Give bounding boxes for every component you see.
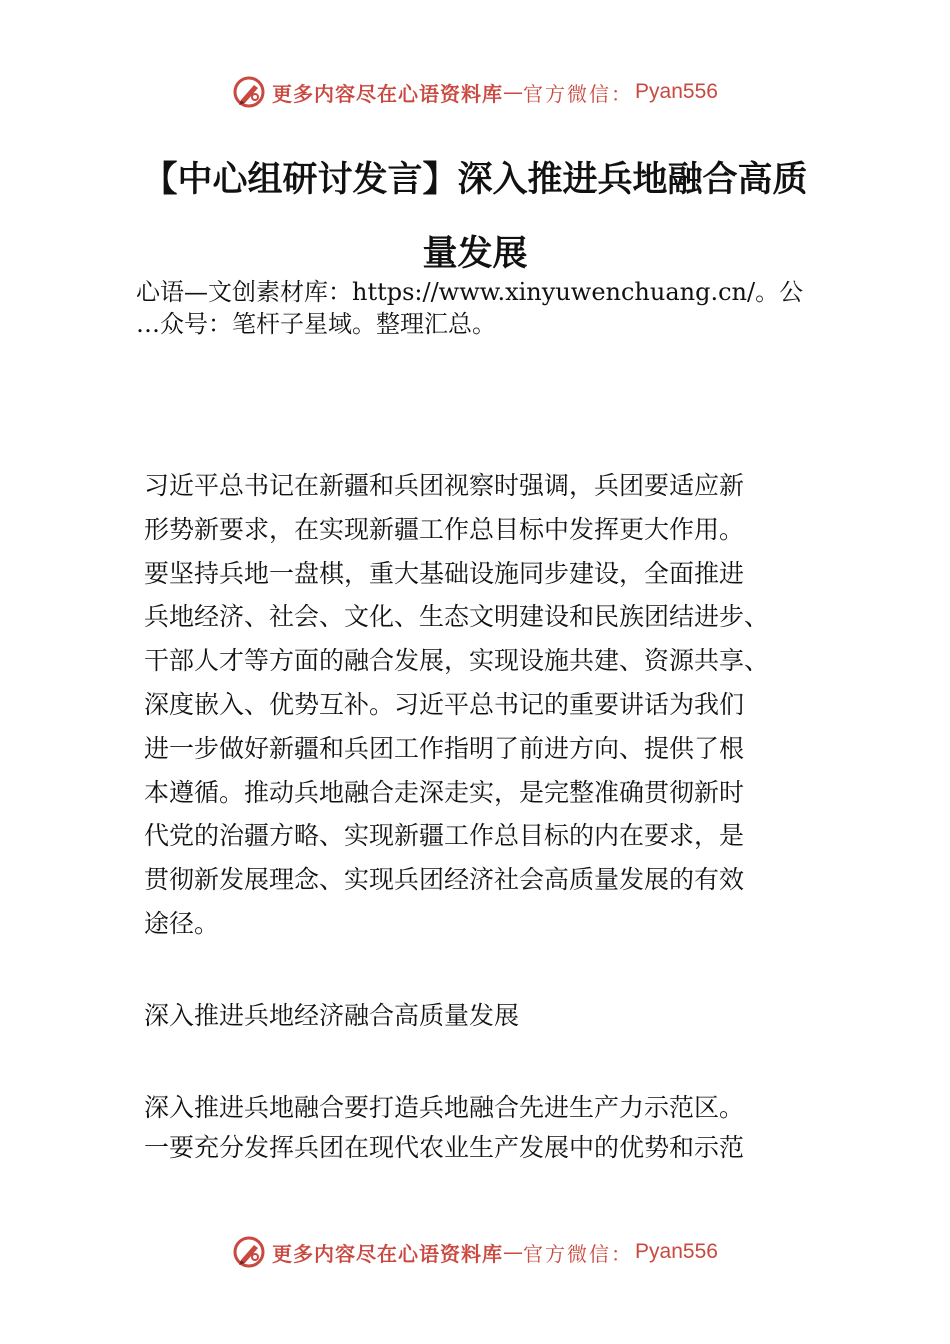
watermark-banner-bottom xyxy=(0,1232,950,1272)
paragraph-line: 干部人才等方面的融合发展，实现设施共建、资源共享、 xyxy=(144,646,770,676)
watermark-main-text: 更多内容尽在心语资料库 xyxy=(272,81,504,106)
paragraph-line: 进一步做好新疆和兵团工作指明了前进方向、提供了根 xyxy=(144,733,745,763)
pen-logo-icon xyxy=(232,75,266,109)
watermark-wechat-id: Pyan556 xyxy=(635,80,718,103)
paragraph-line: 代党的治疆方略、实现新疆工作总目标的内在要求，是 xyxy=(144,821,745,851)
watermark-separator: — xyxy=(503,1240,524,1264)
paragraph-line: 本遵循。推动兵地融合走深走实，是完整准确贯彻新时 xyxy=(144,777,745,807)
watermark-separator: — xyxy=(503,80,524,104)
paragraph-line: 贯彻新发展理念、实现兵团经济社会高质量发展的有效 xyxy=(144,865,745,895)
paragraph-line: 一要充分发挥兵团在现代农业生产发展中的优势和示范 xyxy=(144,1133,745,1162)
watermark-label: 官方微信： xyxy=(523,1241,634,1266)
source-note-line2: …众号：笔杆子星域。整理汇总。 xyxy=(136,310,496,338)
pen-logo-icon xyxy=(232,1235,266,1269)
document-title-line2: 量发展 xyxy=(422,234,528,274)
paragraph-line: 要坚持兵地一盘棋，重大基础设施同步建设，全面推进 xyxy=(144,558,745,588)
paragraph-economic xyxy=(144,1088,824,1168)
paragraph-line: 形势新要求，在实现新疆工作总目标中发挥更大作用。 xyxy=(144,514,745,544)
watermark-label: 官方微信： xyxy=(523,81,634,106)
paragraph-line: 深入推进兵地融合要打造兵地融合先进生产力示范区。 xyxy=(144,1093,745,1122)
paragraph-line: 习近平总书记在新疆和兵团视察时强调，兵团要适应新 xyxy=(144,471,745,500)
paragraph-line: 兵地经济、社会、文化、生态文明建设和民族团结进步、 xyxy=(144,602,770,632)
watermark-banner-top xyxy=(0,72,950,112)
paragraph-line: 深度嵌入、优势互补。习近平总书记的重要讲话为我们 xyxy=(144,689,745,719)
document-title-line1: 【中心组研讨发言】深入推进兵地融合高质 xyxy=(142,160,808,200)
source-note xyxy=(136,276,844,340)
paragraph-intro xyxy=(144,464,824,946)
watermark-main-text: 更多内容尽在心语资料库 xyxy=(272,1241,504,1266)
section-heading: 深入推进兵地经济融合高质量发展 xyxy=(144,1001,520,1030)
watermark-wechat-id: Pyan556 xyxy=(635,1240,718,1263)
paragraph-line: 途径。 xyxy=(144,908,220,938)
source-note-line1: 心语—文创素材库：https://www.xinyuwenchuang.cn/。公 xyxy=(136,278,804,306)
